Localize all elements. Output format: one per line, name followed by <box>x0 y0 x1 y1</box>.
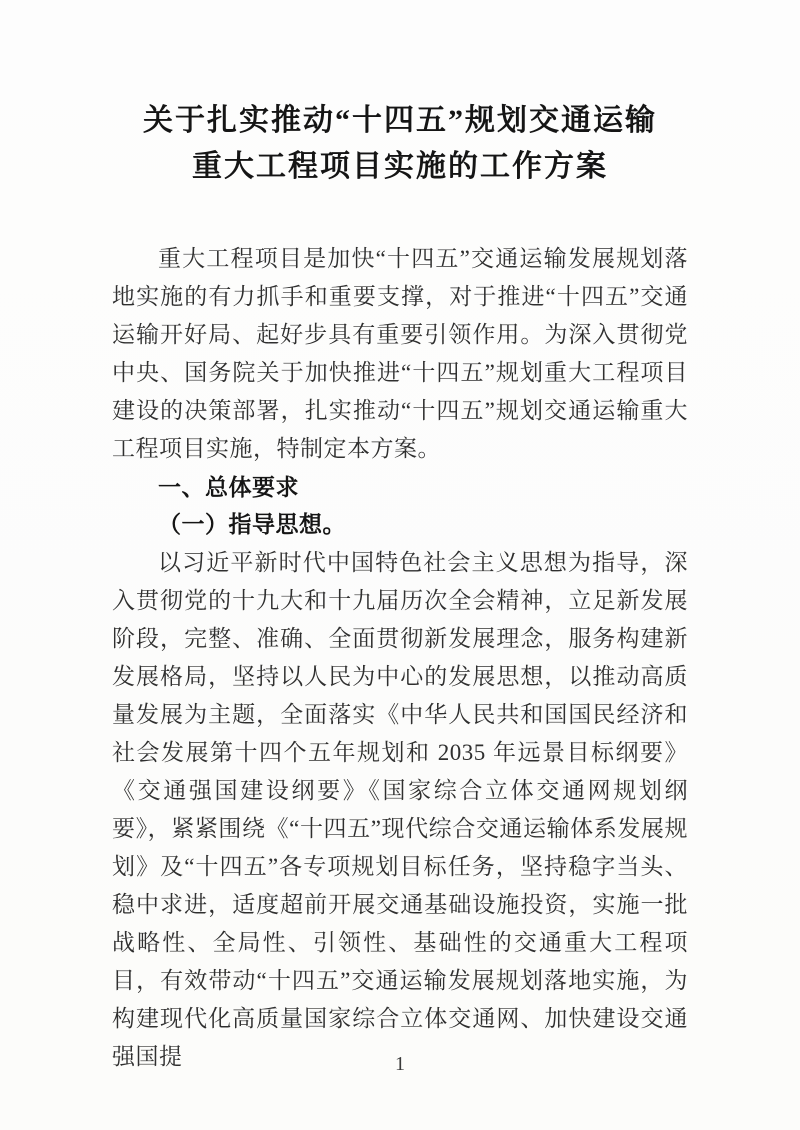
document-title-line-2: 重大工程项目实施的工作方案 <box>192 150 608 183</box>
page-number: 1 <box>395 1053 405 1075</box>
section-1-heading: 一、总体要求 <box>158 474 299 500</box>
document-body <box>112 240 688 1076</box>
section-1-sub-heading: （一）指导思想。 <box>158 512 346 537</box>
document-title-line-1: 关于扎实推动“十四五”规划交通运输 <box>143 104 657 137</box>
page-footer <box>0 1052 800 1078</box>
document-title <box>112 98 688 190</box>
guiding-thought-paragraph: 以习近平新时代中国特色社会主义思想为指导，深入贯彻党的十九大和十九届历次全会精神，立足新发展阶段，完整、准确、全面贯彻新发展理念，服务构建新发展格局，坚持以人民为中心的发展思想，以推动高质量发展为主题，全面落实《中华人民共和国国民经济和社会发展第十四个五年规划和 2035 年远景目标纲要》《交通强国建设纲要》《国家综合立体交通网规划纲要》，紧紧围绕《“十四五”现代综合交通运输体系发展规划》及“十四五”各专项规划目标任务，坚持稳字当头、稳中求进，适度超前开展交通基础设施投资，实施一批战略性、全局性、引领性、基础性的交通重大工程项目，有效带动“十四五”交通运输发展规划落地实施，为构建现代化高质量国家综合立体交通网、加快建设交通强国提 <box>112 550 688 1069</box>
intro-paragraph: 重大工程项目是加快“十四五”交通运输发展规划落地实施的有力抓手和重要支撑，对于推进“十四五”交通运输开好局、起好步具有重要引领作用。为深入贯彻党中央、国务院关于加快推进“十四五”规划重大工程项目建设的决策部署，扎实推动“十四五”规划交通运输重大工程项目实施，特制定本方案。 <box>112 246 688 461</box>
